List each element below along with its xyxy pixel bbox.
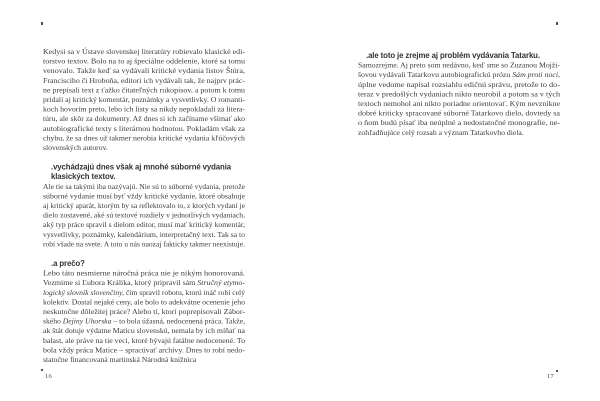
body-text-line: vysvetlivky, poznámky, kalendárium, interpretačný text. Tak sa to bbox=[43, 229, 246, 239]
body-text-line: teraz v predošlých vydaniach nikto neurobil a potom sa v tých bbox=[358, 89, 561, 99]
body-text-line: Vezmime si Ľubora Králika, ktorý pripravil sám Stručný etymo- bbox=[43, 278, 244, 288]
right-page-text-block bbox=[358, 50, 572, 382]
body-text-line: slovenských autorov. bbox=[43, 143, 108, 152]
body-text-line: Samozrejme. Aj preto som nedávno, keď sme so Zuzanou Mojži- bbox=[358, 60, 561, 70]
body-text-line: súborné vydanie musí byť vždy kritické vydanie, ktoré obsahuje bbox=[43, 191, 246, 201]
left_page-svg bbox=[43, 46, 257, 378]
body-text-line: aký typ práce spravil s dielom editor, musí mať kritický komentár, bbox=[43, 220, 246, 230]
question-heading-line: klasických textov. bbox=[51, 172, 116, 182]
body-text-line: úplne vedome napísal rozsiahlu edičnú správu, pretože to do- bbox=[358, 79, 561, 89]
body-text-line: venovalo. Takže keď sa vydávali kritické vydania listov Štúra, bbox=[43, 66, 246, 76]
right_page-svg bbox=[358, 50, 572, 382]
body-text-line: ského Dejiny Uhorska – to bola úžasná, nedocenená práca. Takže, bbox=[43, 316, 246, 326]
printer-mark bbox=[41, 22, 43, 25]
body-text-line: Kedysi sa v Ústave slovenskej literatúry robievalo klasické edi- bbox=[43, 47, 239, 56]
body-text-line: dobré kriticky spracované súborné Tatarkovo dielo, dovtedy sa bbox=[358, 108, 561, 118]
body-text-line: aj kritický aparát, ktorým by sa reflektovalo to, z ktorých vydaní je bbox=[43, 201, 246, 210]
body-text-line: zohľadňujúce celý rozsah a význam Tatarkovho diela. bbox=[358, 127, 524, 137]
body-text-line: chybu, že sa dnes už takmer nerobia kritické vydania kľúčových bbox=[43, 133, 246, 143]
body-text-line: balast, ale práve na tie veci, ktoré bývajú fatálne nedocenené. To bbox=[43, 335, 246, 345]
question-heading-line: .ale toto je zrejme aj problém vydávania Tatarku. bbox=[366, 51, 540, 60]
body-text-line: túru, ale skôr za dokumenty. Až dnes si ich začíname všímať ako bbox=[43, 114, 246, 124]
body-text-line: o ňom budú písať iba neúplné a nedostatočné monografie, ne- bbox=[358, 118, 561, 128]
left-page-text-block bbox=[43, 46, 257, 378]
body-text-line: dielo zostavené, aké sú textové rozdiely v jednotlivých vydaniach, bbox=[43, 210, 246, 220]
body-text-line: ne prepísali text z ťažko čitateľných rukopisov, a potom k tomu bbox=[43, 85, 246, 95]
body-text-line: šovou vydávali Tatarkovu autobiografickú prózu Sám proti noci, bbox=[358, 70, 560, 80]
printer-mark bbox=[556, 22, 558, 25]
body-text-line: Francisciho či Hroboňa, editori ich vydávali tak, že najprv prác- bbox=[43, 75, 246, 85]
body-text-line: neskutočne dôležitej práce? Alebo tí, ktorí poprepisovali Zábor- bbox=[43, 307, 246, 316]
body-text-line: statočne financovaná martinská Národná knižnica bbox=[43, 355, 197, 364]
question-heading-line: .a prečo? bbox=[51, 259, 85, 268]
body-text-line: Lebo táto nesmierne náročná práca nie je nikým honorovaná. bbox=[43, 268, 246, 278]
question-heading-line: .vychádzajú dnes však aj mnohé súborné vydania bbox=[51, 162, 231, 172]
page-number-left: 16 bbox=[45, 373, 52, 380]
body-text-line: textoch nemohol ani nikto poriadne orientovať. Kým nevznikne bbox=[358, 99, 561, 108]
page-number-right: 17 bbox=[547, 373, 554, 380]
body-text-line: logický slovník slovenčiny, čím spravil robotu, ktorú ináč robí celý bbox=[43, 287, 247, 297]
body-text-line: autobiografické texty s literárnou hodnotou. Pokladám však za bbox=[43, 123, 246, 133]
body-text-line: bola vždy práca Matice – spracúvať archívy. Dnes to robí nedo- bbox=[43, 345, 246, 355]
body-text-line: torstvo textov. Bolo na to aj špeciálne oddelenie, ktoré sa tomu bbox=[43, 56, 246, 66]
body-text-line: ak štát dotuje výdatne Maticu slovenskú, nemala by ich míňať na bbox=[43, 326, 246, 336]
body-text-line: kolektív. Dostal nejaké ceny, ale bolo to adekvátne ocenenie jeho bbox=[43, 297, 246, 307]
body-text-line: robí všade na svete. A toto u nás naozaj fakticky takmer neexistuje. bbox=[43, 239, 246, 249]
body-text-line: pridali aj kritický komentár, poznámky a vysvetlivky. O romanti- bbox=[43, 95, 246, 104]
body-text-line: Ale tie sa takými iba nazývajú. Nie sú to súborné vydania, pretože bbox=[43, 181, 246, 191]
body-text-line: koch hovorím preto, lebo ich listy sa nikdy nepokladali za litera- bbox=[43, 104, 246, 114]
